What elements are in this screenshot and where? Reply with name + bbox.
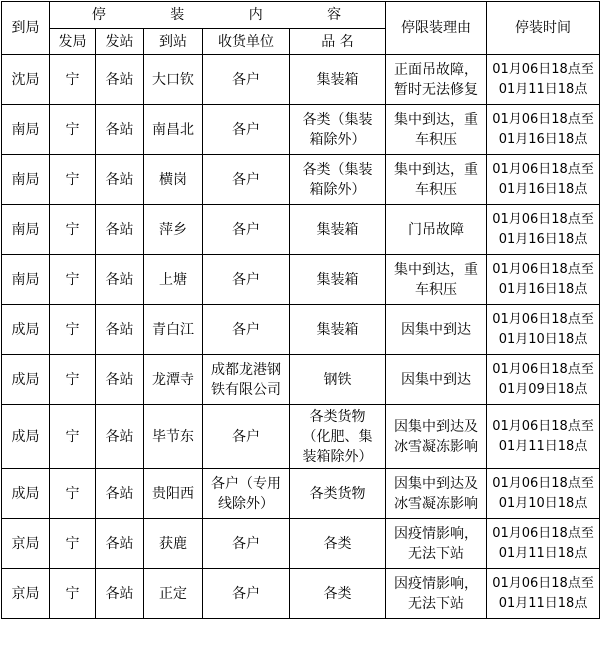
table-row <box>2 469 600 519</box>
origin-station-cell: 各站 <box>96 469 144 519</box>
header-origin-bureau: 发局 <box>50 29 96 55</box>
origin-bureau-cell: 宁 <box>50 105 96 155</box>
dest-bureau-cell: 京局 <box>2 569 50 619</box>
dest-station-cell: 萍乡 <box>144 205 203 255</box>
header-consignee: 收货单位 <box>203 29 290 55</box>
header-reason: 停限装理由 <box>386 2 487 55</box>
header-stop-content: 停 装 内 容 <box>50 2 386 29</box>
origin-bureau-cell: 宁 <box>50 205 96 255</box>
origin-station-cell: 各站 <box>96 255 144 305</box>
period-cell: 01月06日18点至 01月16日18点 <box>487 155 600 205</box>
reason-cell: 因集中到达 <box>386 305 487 355</box>
origin-station-cell: 各站 <box>96 305 144 355</box>
table-row <box>2 105 600 155</box>
goods-cell: 各类 <box>290 569 386 619</box>
goods-cell: 集装箱 <box>290 305 386 355</box>
consignee-cell: 成都龙港钢 铁有限公司 <box>203 355 290 405</box>
stop-loading-table <box>1 1 600 619</box>
origin-bureau-cell: 宁 <box>50 55 96 105</box>
goods-cell: 集装箱 <box>290 205 386 255</box>
dest-station-cell: 龙潭寺 <box>144 355 203 405</box>
reason-cell: 正面吊故障， 暂时无法修复 <box>386 55 487 105</box>
dest-station-cell: 毕节东 <box>144 405 203 469</box>
dest-station-cell: 大口钦 <box>144 55 203 105</box>
header-origin-station: 发站 <box>96 29 144 55</box>
goods-cell: 各类（集装 箱除外） <box>290 105 386 155</box>
origin-bureau-cell: 宁 <box>50 355 96 405</box>
goods-cell: 各类 <box>290 519 386 569</box>
reason-cell: 集中到达，重 车积压 <box>386 105 487 155</box>
header-dest-station: 到站 <box>144 29 203 55</box>
table-row <box>2 405 600 469</box>
reason-cell: 因集中到达及 冰雪凝冻影响 <box>386 405 487 469</box>
dest-station-cell: 上塘 <box>144 255 203 305</box>
reason-cell: 因集中到达 <box>386 355 487 405</box>
origin-station-cell: 各站 <box>96 155 144 205</box>
header-period: 停装时间 <box>487 2 600 55</box>
reason-cell: 集中到达，重 车积压 <box>386 255 487 305</box>
period-cell: 01月06日18点至 01月10日18点 <box>487 305 600 355</box>
dest-bureau-cell: 沈局 <box>2 55 50 105</box>
period-cell: 01月06日18点至 01月16日18点 <box>487 105 600 155</box>
dest-station-cell: 横岗 <box>144 155 203 205</box>
header-goods: 品 名 <box>290 29 386 55</box>
table-row <box>2 155 600 205</box>
reason-cell: 门吊故障 <box>386 205 487 255</box>
goods-cell: 集装箱 <box>290 55 386 105</box>
dest-bureau-cell: 南局 <box>2 205 50 255</box>
dest-bureau-cell: 成局 <box>2 305 50 355</box>
consignee-cell: 各户 <box>203 205 290 255</box>
period-cell: 01月06日18点至 01月16日18点 <box>487 255 600 305</box>
table-row <box>2 255 600 305</box>
goods-cell: 各类货物 <box>290 469 386 519</box>
dest-bureau-cell: 南局 <box>2 155 50 205</box>
period-cell: 01月06日18点至 01月11日18点 <box>487 55 600 105</box>
origin-station-cell: 各站 <box>96 55 144 105</box>
origin-bureau-cell: 宁 <box>50 255 96 305</box>
dest-station-cell: 正定 <box>144 569 203 619</box>
table-row <box>2 305 600 355</box>
table-row <box>2 55 600 105</box>
reason-cell: 因疫情影响， 无法下站 <box>386 569 487 619</box>
table-body <box>2 55 600 619</box>
header-dest-bureau: 到局 <box>2 2 50 55</box>
consignee-cell: 各户 <box>203 255 290 305</box>
goods-cell: 集装箱 <box>290 255 386 305</box>
period-cell: 01月06日18点至 01月16日18点 <box>487 205 600 255</box>
dest-bureau-cell: 南局 <box>2 255 50 305</box>
consignee-cell: 各户 <box>203 155 290 205</box>
origin-station-cell: 各站 <box>96 405 144 469</box>
consignee-cell: 各户 <box>203 105 290 155</box>
consignee-cell: 各户 <box>203 305 290 355</box>
consignee-cell: 各户（专用 线除外） <box>203 469 290 519</box>
dest-bureau-cell: 南局 <box>2 105 50 155</box>
origin-bureau-cell: 宁 <box>50 469 96 519</box>
table-row <box>2 569 600 619</box>
origin-station-cell: 各站 <box>96 205 144 255</box>
consignee-cell: 各户 <box>203 519 290 569</box>
origin-station-cell: 各站 <box>96 105 144 155</box>
origin-bureau-cell: 宁 <box>50 305 96 355</box>
period-cell: 01月06日18点至 01月11日18点 <box>487 569 600 619</box>
reason-cell: 因疫情影响， 无法下站 <box>386 519 487 569</box>
origin-bureau-cell: 宁 <box>50 569 96 619</box>
table-row <box>2 205 600 255</box>
origin-station-cell: 各站 <box>96 569 144 619</box>
dest-bureau-cell: 成局 <box>2 355 50 405</box>
reason-cell: 因集中到达及 冰雪凝冻影响 <box>386 469 487 519</box>
consignee-cell: 各户 <box>203 55 290 105</box>
origin-bureau-cell: 宁 <box>50 405 96 469</box>
origin-bureau-cell: 宁 <box>50 155 96 205</box>
consignee-cell: 各户 <box>203 405 290 469</box>
dest-bureau-cell: 成局 <box>2 469 50 519</box>
origin-station-cell: 各站 <box>96 355 144 405</box>
period-cell: 01月06日18点至 01月11日18点 <box>487 405 600 469</box>
table-row <box>2 355 600 405</box>
reason-cell: 集中到达，重 车积压 <box>386 155 487 205</box>
period-cell: 01月06日18点至 01月11日18点 <box>487 519 600 569</box>
dest-station-cell: 获鹿 <box>144 519 203 569</box>
dest-station-cell: 贵阳西 <box>144 469 203 519</box>
period-cell: 01月06日18点至 01月09日18点 <box>487 355 600 405</box>
dest-bureau-cell: 成局 <box>2 405 50 469</box>
goods-cell: 各类货物 （化肥、集 装箱除外） <box>290 405 386 469</box>
table-row <box>2 519 600 569</box>
origin-bureau-cell: 宁 <box>50 519 96 569</box>
origin-station-cell: 各站 <box>96 519 144 569</box>
dest-station-cell: 青白江 <box>144 305 203 355</box>
goods-cell: 钢铁 <box>290 355 386 405</box>
goods-cell: 各类（集装 箱除外） <box>290 155 386 205</box>
consignee-cell: 各户 <box>203 569 290 619</box>
dest-bureau-cell: 京局 <box>2 519 50 569</box>
dest-station-cell: 南昌北 <box>144 105 203 155</box>
period-cell: 01月06日18点至 01月10日18点 <box>487 469 600 519</box>
